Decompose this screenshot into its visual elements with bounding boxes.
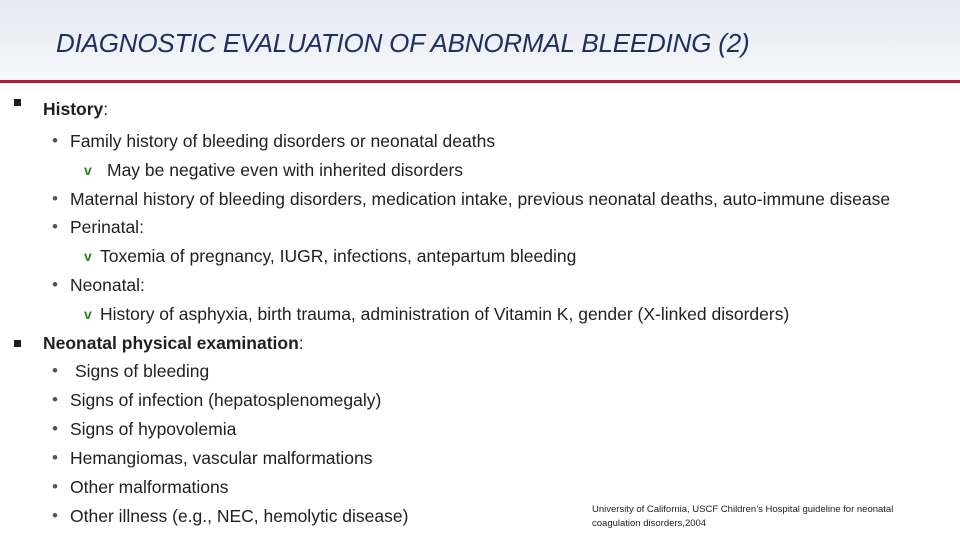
bullet-icon: • <box>52 506 58 525</box>
square-bullet-icon <box>14 99 21 106</box>
bullet-icon: • <box>52 448 58 467</box>
exam-heading <box>43 332 304 354</box>
exam-item: Signs of infection (hepatosplenomegaly) <box>70 390 382 410</box>
citation-line-2: coagulation disorders,2004 <box>592 518 707 529</box>
bullet-icon: • <box>52 189 58 208</box>
bullet-icon: • <box>52 419 58 438</box>
bullet-icon: • <box>52 477 58 496</box>
maternal-history-item: Maternal history of bleeding disorders, medication intake, previous neonatal deaths, auto-immune disease <box>70 189 891 209</box>
perinatal-note: Toxemia of pregnancy, IUGR, infections, antepartum bleeding <box>100 246 577 266</box>
history-heading <box>43 98 108 120</box>
bullet-icon: • <box>52 131 58 150</box>
neonatal-note: History of asphyxia, birth trauma, administration of Vitamin K, gender (X-linked disorders) <box>100 304 790 324</box>
bullet-icon: • <box>52 217 58 236</box>
slide-title: DIAGNOSTIC EVALUATION OF ABNORMAL BLEEDING (2) <box>56 28 750 58</box>
diamond-bullet-icon: v <box>84 162 92 178</box>
exam-item: Signs of hypovolemia <box>70 419 237 439</box>
square-bullet-icon <box>14 340 21 347</box>
bullet-icon: • <box>52 275 58 294</box>
exam-heading-text: Neonatal physical examination <box>43 333 299 353</box>
neonatal-item: Neonatal: <box>70 275 145 295</box>
history-heading-text: History <box>43 99 104 119</box>
title-underline <box>0 80 960 83</box>
citation-line-1: University of California, USCF Children’s Hospital guideline for neonatal <box>592 504 894 515</box>
bullet-icon: • <box>52 361 58 380</box>
diamond-bullet-icon: v <box>84 306 92 322</box>
perinatal-item: Perinatal: <box>70 217 144 237</box>
history-heading-colon: : <box>103 99 109 119</box>
family-history-item: Family history of bleeding disorders or neonatal deaths <box>70 131 496 151</box>
exam-item: Other malformations <box>70 477 229 497</box>
bullet-icon: • <box>52 390 58 409</box>
exam-item: Other illness (e.g., NEC, hemolytic disease) <box>70 506 409 526</box>
family-history-note: May be negative even with inherited disorders <box>107 160 464 180</box>
exam-item: Hemangiomas, vascular malformations <box>70 448 373 468</box>
citation <box>592 503 952 531</box>
exam-heading-colon: : <box>298 333 304 353</box>
diamond-bullet-icon: v <box>84 248 92 264</box>
exam-item: Signs of bleeding <box>75 361 210 381</box>
